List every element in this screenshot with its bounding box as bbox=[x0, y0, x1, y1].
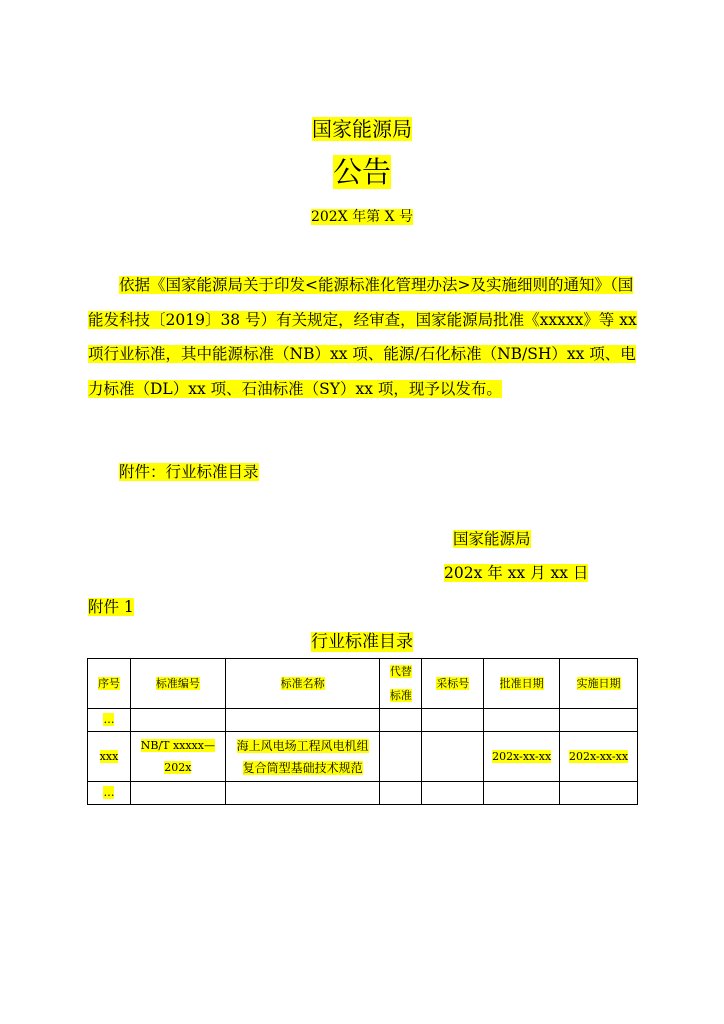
row2-number-line1: NB/T xxxxx— bbox=[140, 738, 215, 752]
agency-title-text: 国家能源局 bbox=[312, 117, 412, 141]
table-title-text: 行业标准目录 bbox=[311, 632, 413, 652]
signature-agency-text: 国家能源局 bbox=[453, 530, 531, 548]
body-text: 依据《国家能源局关于印发<能源标准化管理办法>及实施细则的通知》（国能发科技〔2019〕38 号）有关规定，经审查，国家能源局批准《xxxxx》等 xx 项行业标准，其中能源标准（NB）xx 项、能源/石化标准（NB/SH）xx 项、电力标准（DL）xx 项、石油标准（SY）xx 项，现予以发布。 bbox=[88, 276, 637, 398]
table-cell bbox=[484, 709, 560, 732]
appendix-label-text: 附件 1 bbox=[88, 598, 134, 616]
signature-agency bbox=[453, 527, 531, 549]
header-name: 标准名称 bbox=[280, 676, 325, 690]
table-cell bbox=[380, 732, 422, 782]
table-cell bbox=[422, 709, 484, 732]
header-replace-line1: 代替 bbox=[389, 664, 412, 678]
doc-type-title bbox=[0, 150, 724, 191]
signature-date-text: 202x 年 xx 月 xx 日 bbox=[444, 564, 589, 582]
header-cell bbox=[130, 659, 225, 709]
table-cell bbox=[560, 709, 638, 732]
row2-name-line1: 海上风电场工程风电机组 bbox=[236, 738, 369, 753]
attachment-text: 附件：行业标准目录 bbox=[119, 463, 259, 481]
body-paragraph bbox=[88, 268, 640, 406]
table-cell bbox=[380, 782, 422, 805]
header-number: 标准编号 bbox=[155, 676, 200, 690]
table-row bbox=[88, 732, 638, 782]
table-cell bbox=[130, 782, 225, 805]
header-cell bbox=[422, 659, 484, 709]
table-cell bbox=[484, 782, 560, 805]
attachment-line bbox=[119, 460, 259, 482]
appendix-label bbox=[88, 595, 134, 617]
table-cell bbox=[484, 732, 560, 782]
table-cell bbox=[422, 782, 484, 805]
header-approve: 批准日期 bbox=[499, 676, 544, 690]
header-cell bbox=[88, 659, 131, 709]
header-effective: 实施日期 bbox=[576, 676, 621, 690]
doc-number bbox=[0, 206, 724, 226]
header-adopt: 采标号 bbox=[436, 676, 470, 690]
watermark bbox=[216, 561, 259, 614]
table-cell bbox=[422, 732, 484, 782]
doc-type-text: 公告 bbox=[332, 155, 391, 189]
row1-seq: … bbox=[103, 713, 115, 726]
row3-seq: … bbox=[103, 786, 115, 799]
table-header-row bbox=[88, 659, 638, 709]
table-cell bbox=[88, 782, 131, 805]
table-cell bbox=[225, 732, 380, 782]
table-title bbox=[0, 627, 724, 652]
doc-number-text: 202X 年第 X 号 bbox=[310, 209, 413, 225]
header-cell bbox=[560, 659, 638, 709]
table-row bbox=[88, 709, 638, 732]
row2-name-line2: 复合筒型基础技术规范 bbox=[242, 760, 363, 775]
agency-title bbox=[0, 113, 724, 142]
row2-approve-date: 202x-xx-xx bbox=[492, 749, 552, 763]
row2-seq: xxx bbox=[99, 749, 119, 763]
table-cell bbox=[225, 709, 380, 732]
header-cell bbox=[380, 659, 422, 709]
header-cell bbox=[225, 659, 380, 709]
signature-date bbox=[444, 561, 588, 583]
table-row bbox=[88, 782, 638, 805]
table-cell bbox=[560, 782, 638, 805]
table-cell bbox=[88, 732, 131, 782]
table-cell bbox=[560, 732, 638, 782]
table-cell bbox=[130, 709, 225, 732]
table-cell bbox=[225, 782, 380, 805]
table-cell bbox=[88, 709, 131, 732]
header-replace-line2: 标准 bbox=[389, 688, 412, 702]
header-cell bbox=[484, 659, 560, 709]
table-cell bbox=[130, 732, 225, 782]
row2-effective-date: 202x-xx-xx bbox=[569, 749, 629, 763]
table-cell bbox=[380, 709, 422, 732]
standards-table bbox=[87, 658, 638, 805]
row2-number-line2: 202x bbox=[164, 760, 192, 774]
header-seq: 序号 bbox=[97, 676, 120, 690]
